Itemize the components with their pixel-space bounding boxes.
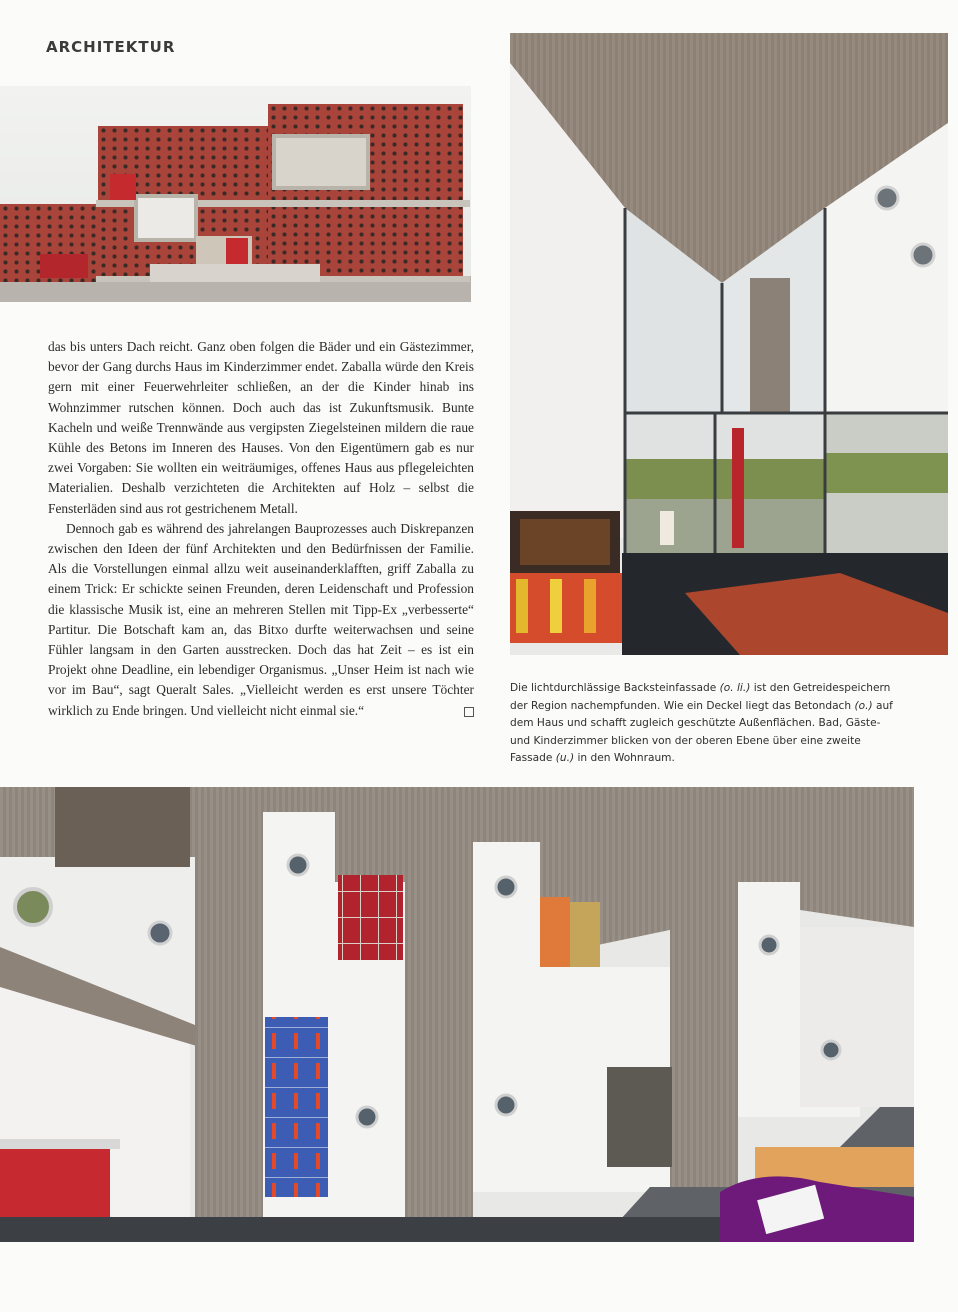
- interior-illustration: [0, 787, 914, 1242]
- concrete-column-3: [670, 872, 738, 1192]
- caption-text: Die lichtdurchlässige Backsteinfassade: [510, 682, 720, 694]
- window-middle: [134, 194, 198, 242]
- paragraph-2: [48, 519, 474, 721]
- room-photo: [510, 33, 948, 655]
- red-shutter: [732, 428, 744, 548]
- concrete-column-1: [195, 802, 263, 1242]
- red-shutter: [110, 174, 136, 200]
- brick-tower: [268, 104, 463, 282]
- caption-ref: (o. li.): [719, 682, 751, 694]
- interior-photo: [0, 787, 914, 1242]
- grass: [625, 459, 825, 499]
- sky: [625, 413, 825, 459]
- blue-tiles: [265, 1017, 328, 1197]
- end-mark: [464, 707, 474, 717]
- paragraph-1: das bis unters Dach reicht. Ganz oben folgen die Bäder und ein Gästezimmer, bevor der Gang durchs Haus im Kinderzimmer endet. Zaballa würde den Kreis gern mit einer Feuerwehrleiter schließen, an der die Kinder hinab ins Wohnzimmer rutschen können. Doch auch das ist Zukunftsmusik. Bunte Kacheln und weiße Trennwände aus vergipsten Ziegelsteinen mildern die raue Kühle des Betons im Inneren des Hauses. Von den Eigentümern gab es nur zwei Vorgaben: Sie wollten ein weiträumiges, offenes Haus aus pflegeleichten Materialien. Deshalb verzichteten die Architekten auf Holz – selbst die Fensterläden sind aus rot gestrichenem Metall.: [48, 339, 474, 516]
- concrete-column-2: [405, 832, 473, 1242]
- section-label: ARCHITEKTUR: [46, 38, 176, 56]
- paragraph-2-text: Dennoch gab es während des jahrelangen Bauprozesses auch Diskrepanzen zwischen den Ideen der fünf Architekten und den Bedürfnissen der Familie. Als die Vorstellungen einmal allzu weit auseinanderklafften, griff Zaballa zu einem Trick: Er schickte seinen Freunden, deren Leidenschaft und Profession die klassische Musik ist, eine an mehreren Stellen mit Tipp-Ex „verbesserte“ Partitur. Die Botschaft kam an, das Bitxo durfte weiterwachsen und seine Fühler langsam in den Garten ausstrecken. Doch das hat Zeit – es ist ein Projekt ohne Deadline, ein lebendiger Organismus. „Unser Heim ist nach wie vor im Bau“, sagt Queralt Sales. „Vielleicht werden es erst unsere Töchter wirklich zu Ende bringen. Und vielleicht nicht einmal sie.“: [48, 520, 474, 718]
- caption-ref: (o.): [854, 699, 873, 712]
- red-garage-door: [40, 254, 88, 278]
- concrete-column: [750, 278, 790, 413]
- caption-text: auf dem Haus und schafft zugleich geschützte Außenflächen. Bad, Gäste- und Kinderzimmer blicken von der oberen Ebene über eine zweite Fassade: [510, 699, 893, 764]
- terrace: [150, 264, 320, 282]
- photo-caption: [510, 680, 902, 768]
- grass-right: [825, 453, 948, 493]
- caption-text: ist den Getreidespeichern der Region nachempfunden. Wie ein Deckel liegt das Betondach: [510, 682, 891, 712]
- caption-ref: (u.): [555, 752, 575, 764]
- window-upper: [272, 134, 370, 190]
- room-illustration: [510, 33, 948, 655]
- dog: [660, 511, 674, 545]
- caption-text: in den Wohnraum.: [574, 752, 675, 764]
- article-body: [48, 337, 474, 721]
- red-tiles-upper: [338, 875, 403, 960]
- upper-window: [55, 787, 190, 867]
- facade-photo: [0, 86, 471, 302]
- kitchen-counter: [0, 1147, 110, 1217]
